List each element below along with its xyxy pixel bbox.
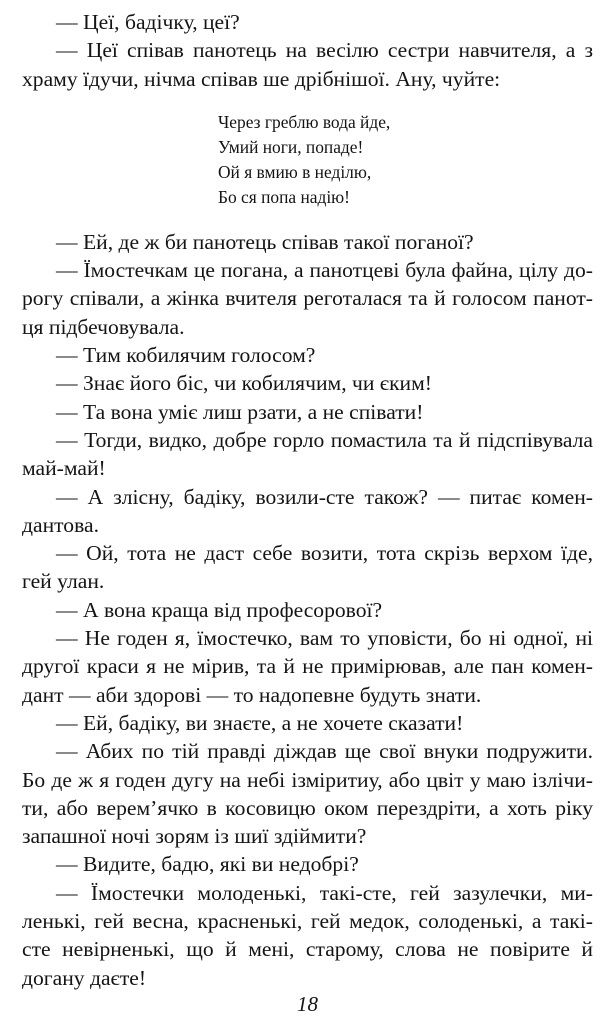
verse-line: Бо ся попа надію! xyxy=(218,186,350,207)
dialogue-paragraph: — Та вона уміє лиш рзати, а не співати! xyxy=(56,399,424,424)
dialogue-paragraph: — Тим кобилячим голосом? xyxy=(56,343,316,368)
dialogue-paragraph: — Не годен я, їмостечко, вам то уповісти, бо ні одної, ні другої краси я не мірив, та й не примірював, але пан комендант — аби здорові — то надопевне будуть знати. xyxy=(22,626,593,707)
page-body-text xyxy=(22,8,593,992)
dialogue-paragraph: — Тогди, видко, добре горло помастила та й підспівувала май-май! xyxy=(22,427,593,481)
page-number: 18 xyxy=(297,992,318,1016)
dialogue-paragraph: — А злісну, бадіку, возили-сте також? — питає комендантова. xyxy=(22,484,593,537)
verse-line: Через греблю вода йде, xyxy=(218,111,391,132)
dialogue-paragraph: — Цеї, бадічку, цеї? xyxy=(56,10,240,34)
dialogue-paragraph: — Цеї співав панотець на весілю сестри навчителя, а з храму їдучи, нічма співав ше дрібнішої. Ану, чуйте: xyxy=(22,38,593,91)
song-verse xyxy=(218,110,593,210)
verse-line: Ой я вмию в неділю, xyxy=(218,161,372,182)
dialogue-paragraph: — А вона краща від професорової? xyxy=(56,597,383,622)
dialogue-paragraph: — Їмостечкам це погана, а панотцеві була файна, цілу дорогу співали, а жінка вчителя реготалася та й голосом панотця підбечовувала. xyxy=(22,258,593,339)
verse-line: Умий ноги, попаде! xyxy=(218,136,364,157)
dialogue-paragraph: — Ей, де ж би панотець співав такої поганої? xyxy=(56,229,474,254)
dialogue-paragraph: — Знає його біс, чи кобилячим, чи єким! xyxy=(56,371,432,396)
dialogue-paragraph: — Їмостечки молоденькі, такі-сте, гей зазулечки, миленькі, гей весна, красненькі, гей медок, солоденькі, а такі-сте невірненькі, що й мені, старому, слова не повірите й догану даєте! xyxy=(22,880,593,990)
dialogue-paragraph: — Ой, тота не даст себе возити, тота скрізь верхом їде, гей улан. xyxy=(22,541,593,594)
dialogue-paragraph: — Видите, бадю, які ви недобрі? xyxy=(56,852,359,877)
dialogue-paragraph: — Абих по тій правді діждав ще свої внуки подружити. Бо де ж я годен дугу на небі ізміритиу, або цвіт у маю ізлічити, або верем’ячко в косовицю оком перездріти, а хоть ріку запашної ночі зорям із шиї здіймити? xyxy=(22,739,593,849)
dialogue-paragraph: — Ей, бадіку, ви знаєте, а не хочете сказати! xyxy=(56,710,464,735)
